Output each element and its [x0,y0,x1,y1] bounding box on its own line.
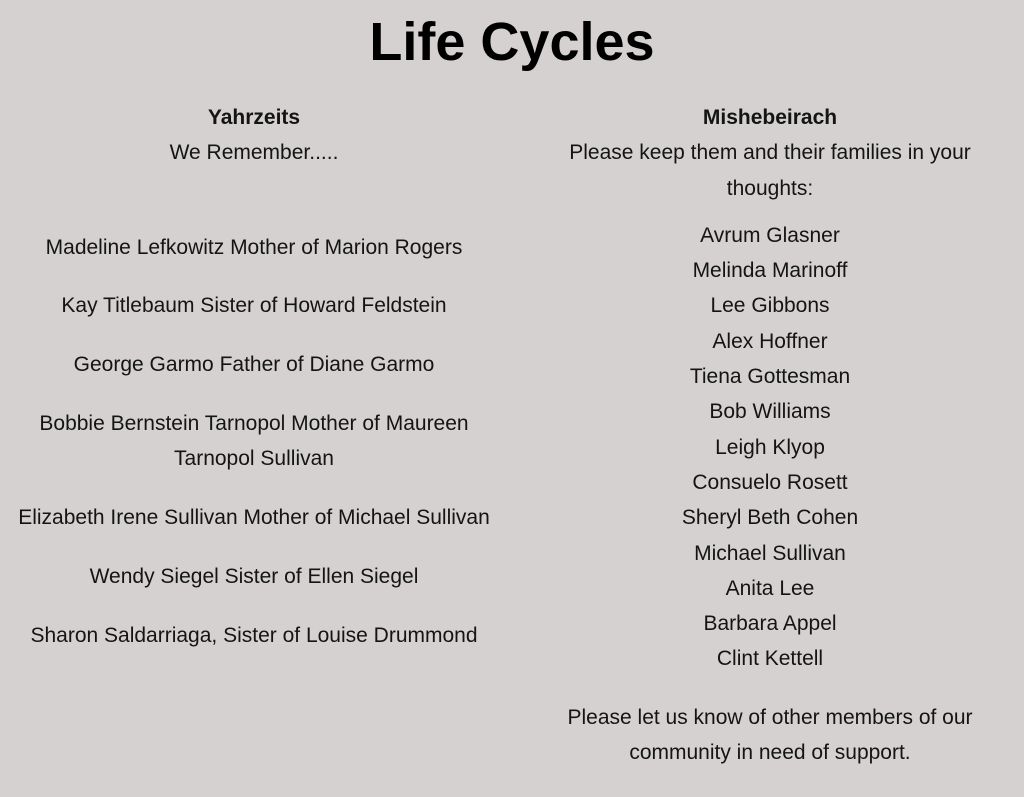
mishebeirach-closing: Please let us know of other members of our community in need of support. [567,705,973,765]
mishebeirach-name: Alex Hoffner [712,329,828,353]
mishebeirach-name: Anita Lee [725,576,815,600]
mishebeirach-name: Tiena Gottesman [689,365,851,389]
mishebeirach-name: Sheryl Beth Cohen [681,506,859,530]
mishebeirach-name: Avrum Glasner [700,223,840,247]
mishebeirach-name: Barbara Appel [703,612,837,636]
yahrzeit-item: Bobbie Bernstein Tarnopol Mother of Maureen Tarnopol Sullivan [39,411,469,471]
page-title: Life Cycles [369,12,655,72]
yahrzeit-item: Wendy Siegel Sister of Ellen Siegel [89,564,419,588]
mishebeirach-heading: Mishebeirach [702,106,838,129]
yahrzeit-item: Elizabeth Irene Sullivan Mother of Michael Sullivan [18,506,490,530]
yahrzeits-intro: We Remember..... [169,141,339,165]
mishebeirach-intro: Please keep them and their families in your thoughts: [569,141,971,200]
mishebeirach-name: Michael Sullivan [694,541,846,565]
mishebeirach-name: Melinda Marinoff [692,259,848,283]
yahrzeit-item: Kay Titlebaum Sister of Howard Feldstein [61,294,447,318]
mishebeirach-name: Consuelo Rosett [692,470,848,494]
mishebeirach-name: Leigh Klyop [715,435,825,459]
yahrzeit-item: Madeline Lefkowitz Mother of Marion Rogers [45,235,463,259]
mishebeirach-name: Clint Kettell [716,647,824,671]
mishebeirach-section [530,100,1010,770]
yahrzeit-item: George Garmo Father of Diane Garmo [73,353,435,377]
yahrzeits-section [6,100,502,676]
mishebeirach-name: Lee Gibbons [710,294,830,318]
mishebeirach-name: Bob Williams [709,400,831,424]
mishebeirach-list [530,218,1010,677]
yahrzeits-list [6,230,502,653]
yahrzeit-item: Sharon Saldarriaga, Sister of Louise Drummond [30,623,478,647]
yahrzeits-heading: Yahrzeits [207,106,301,129]
